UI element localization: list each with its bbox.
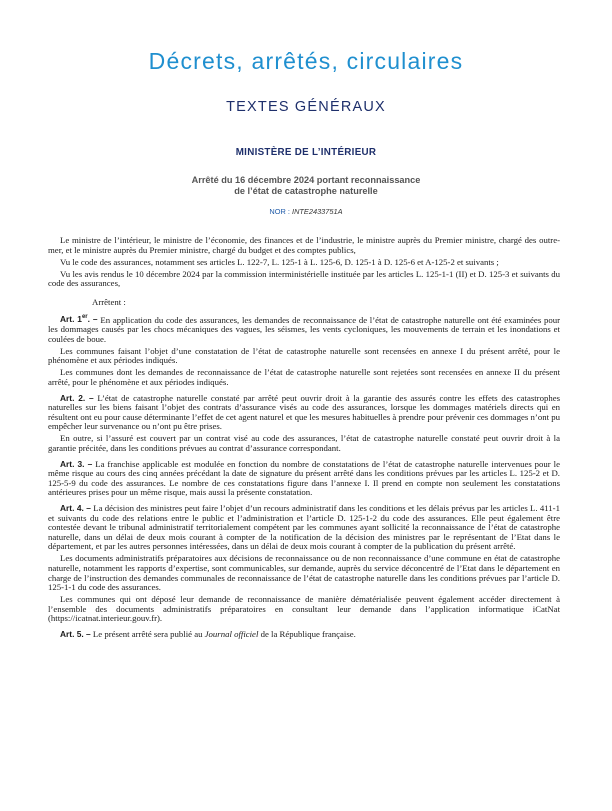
article-4-para-3: Les communes qui ont déposé leur demande de reconnaissance de manière dématérialisée peuvent également accéder directement à l’ensemble des documents administratifs préparatoires en consultant leur demande dans l’application informatique iCatNat (https://icatnat.interieur.gouv.fr). (48, 594, 560, 624)
nor-reference (0, 207, 612, 216)
ministry-heading: MINISTÈRE DE L’INTÉRIEUR (235, 147, 377, 158)
document-body (48, 236, 560, 642)
article-3-para-1: Art. 3. – La franchise applicable est modulée en fonction du nombre de constatations de l’état de catastrophe naturelle intervenues pour le même risque au cours des cinq années précédant la date de signature du présent arrêté dans les conditions prévues par les articles L. 125-2 et D. 125-5-9 du code des assurances. Le nombre de ces constatations figure dans l’annexe I. Il prend en compte non seulement les constatations antérieures prises pour un même risque, mais aussi la présente constatation. (48, 458, 560, 498)
article-1-para-2: Les communes faisant l’objet d’une constatation de l’état de catastrophe naturelle sont recensées en annexe I du présent arrêté, pour le phénomène et aux périodes indiqués. (48, 345, 560, 366)
article-5-para-1: Art. 5. – Le présent arrêté sera publié au Journal officiel de la République française. (60, 629, 356, 640)
article-1-para-3: Les communes dont les demandes de reconnaissance de l’état de catastrophe naturelle sont rejetées sont recensées en annexe II du présent arrêté, pour le phénomène et aux périodes indiqués. (48, 367, 560, 387)
decree-title-line2: de l’état de catastrophe naturelle (234, 185, 378, 196)
article-4-para-1: Art. 4. – La décision des ministres peut faire l’objet d’un recours administratif dans les conditions et les délais prévus par les articles L. 411-1 et suivants du code des relations entre le public et l’administration et l’article D. 125-1-2 du code des assurances. Elle peut également être contestée devant le tribunal administratif territorialement compétent par les communes ayant sollicité la reconnaissance de l’état de catastrophe naturelle, dans un délai de deux mois courant à compter de la notification de la décision des ministres par le représentant de l’Etat dans le département, et par les autres personnes intéressées, dans un délai de deux mois courant à compter de la publication du présent arrêté. (48, 502, 560, 552)
decree-title-line1: Arrêté du 16 décembre 2024 portant reconnaissance (191, 175, 421, 185)
article-2-label: Art. 2. – (60, 392, 94, 403)
article-4-label: Art. 4. – (60, 502, 91, 513)
nor-label: NOR : (269, 207, 293, 216)
section-heading: TEXTES GÉNÉRAUX (226, 99, 386, 115)
arretent: Arrêtent : (92, 296, 126, 307)
article-5-label: Art. 5. – (60, 629, 91, 640)
journal-officiel: Journal officiel (204, 629, 259, 640)
article-2-para-1: Art. 2. – L’état de catastrophe naturelle constaté par arrêté peut ouvrir droit à la garantie des assurés contre les effets des catastrophes naturelles sur les biens faisant l’objet des contrats d’assurance visés au code des assurances, lorsque les dommages matériels directs qui en résultent ont eu pour cause déterminante l’effet de cet agent naturel et que les mesures habituelles à prendre pour prévenir ces dommages n’ont pu empêcher leur survenance ou n’ont pu être prises. (48, 392, 560, 432)
article-4-para-2: Les documents administratifs préparatoires aux décisions de reconnaissance ou de non reconnaissance d’une commune en état de catastrophe naturelle, notamment les rapports d’expertise, sont communicables, sur demande, auprès du service déconcentré de l’Etat dans le département en charge de l’instruction des demandes communales de reconnaissance de l’état de catastrophe naturelle dans les conditions prévues par l’article D. 125-1-1 du code des assurances. (48, 553, 560, 593)
preamble-vu-code: Vu le code des assurances, notamment ses articles L. 122-7, L. 125-1 à L. 125-6, D. 125-1 à D. 125-6 et A-125-2 et suivants ; (60, 256, 499, 267)
article-2-para-2: En outre, si l’assuré est couvert par un contrat visé au code des assurances, l’état de catastrophe naturelle constaté peut ouvrir droit à la garantie précitée, dans les conditions prévues au contrat d’assurance correspondant. (48, 433, 560, 453)
article-3-label: Art. 3. – (60, 458, 93, 469)
preamble-ministers: Le ministre de l’intérieur, le ministre de l’économie, des finances et de l’industrie, le ministre auprès du Premier ministre, chargé des outre-mer, et le ministre auprès du Premier ministre, chargé du budget et des comptes publics, (48, 235, 560, 255)
article-1-para-1: Art. 1er. – En application du code des assurances, les demandes de reconnaissance de l’état de catastrophe naturelle ont été examinées pour les dommages causés par les chocs mécaniques des vagues, les séismes, les vents cycloniques, les mouvements de terrain et les inondations et coulées de boue. (48, 314, 560, 344)
article-1-label: Art. 1er. – (60, 314, 101, 325)
decree-title (0, 175, 612, 196)
nor-code: INTE2433751A (292, 207, 343, 216)
page-title: Décrets, arrêtés, circulaires (148, 48, 464, 74)
preamble-vu-avis: Vu les avis rendus le 10 décembre 2024 par la commission interministérielle instituée par les articles L. 125-1-1 (II) et D. 125-3 et suivants du code des assurances, (48, 268, 560, 289)
